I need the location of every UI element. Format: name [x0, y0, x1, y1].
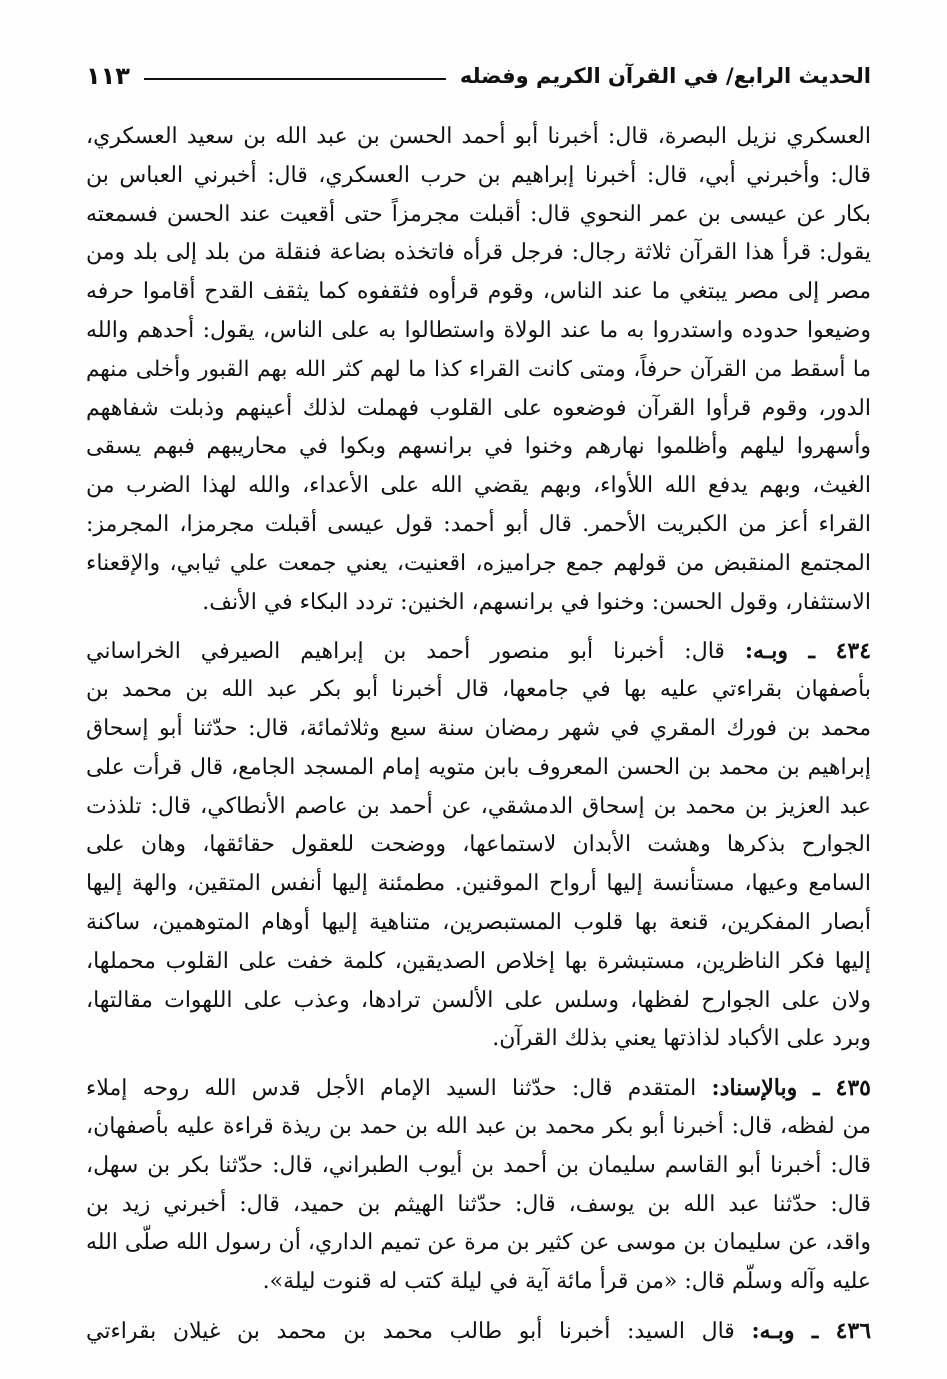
line-text: الدور، وقوم قرأوا القرآن فوضعوه على القلوب فهملت لذلك أعينهم وذبلت شفاههم	[86, 395, 871, 421]
text-line	[86, 1020, 871, 1059]
text-line	[86, 273, 871, 312]
hadith-number: ٤٣٤ ـ وبـه:	[744, 638, 871, 665]
text-line	[86, 788, 871, 827]
text-line	[86, 1069, 871, 1108]
line-text: أبصار المفكرين، قنعة بها قلوب المستبصرين، متناهية إليها أوهام المتوهمين، ساكنة	[86, 909, 871, 935]
text-line	[86, 1224, 871, 1263]
line-text: بأصفهان بقراءتي عليه بها في جامعها، قال أخبرنا أبو بكر عبد الله بن محمد بن	[86, 677, 871, 703]
text-line	[86, 982, 871, 1021]
line-text: واقد، عن سليمان بن موسى عن كثير بن مرة عن تميم الداري، أن رسول الله صلّى الله	[86, 1230, 871, 1256]
line-text: عبد العزيز بن محمد بن إسحاق الدمشقي، عن أحمد بن عاصم الأنطاكي، قال: تلذذت	[86, 793, 871, 819]
text-line	[86, 506, 871, 545]
text-line	[86, 671, 871, 710]
line-text: قال: أخبرنا أبو منصور أحمد بن إبراهيم الصيرفي الخراساني	[86, 639, 725, 665]
line-text: محمد بن فورك المقري في شهر رمضان سنة سبع وثلاثمائة، قال: حدّثنا أبو إسحاق	[86, 715, 871, 741]
page-number: ١١٣	[86, 62, 130, 90]
hadith-number: ٤٣٥ ـ وبالإسناد:	[711, 1075, 871, 1102]
text-line	[86, 157, 871, 196]
hadith-number: ٤٣٦ ـ وبـه:	[751, 1317, 871, 1344]
line-text: قال السيد: أخبرنا أبو طالب محمد بن محمد بن غيلان بقراءتي	[86, 1318, 735, 1344]
line-text: وبرد على الأكباد لذاذتها يعني بذلك القرآن.	[492, 1026, 871, 1052]
line-text: بكار عن عيسى بن عمر النحوي قال: أقبلت مجرمزاً حتى أقعيت عند الحسن فسمعته	[86, 201, 871, 227]
text-line	[86, 312, 871, 351]
line-text: قال: أخبرنا أبو القاسم سليمان بن أحمد بن أيوب الطبراني، قال: حدّثنا بكر بن سهل،	[86, 1152, 871, 1178]
text-line	[86, 1312, 871, 1351]
text-line	[86, 390, 871, 429]
line-text: إبراهيم بن محمد بن الحسن المعروف بابن متويه إمام المسجد الجامع، قال قرأت على	[86, 754, 871, 780]
page-header	[86, 56, 871, 96]
line-text: قال: حدّثنا عبد الله بن يوسف، قال: حدّثنا الهيثم بن حميد، قال: أخبرني زيد بن	[86, 1191, 871, 1217]
text-line	[86, 1186, 871, 1225]
line-text: ما أسقط من القرآن حرفاً، ومتى كانت القراء كذا ما لهم كثر الله بهم القبور وأخلى منهم	[86, 356, 871, 382]
line-text: الجوارح بذكرها وهشت الأبدان لاستماعها، ووضحت للعقول حقائقها، وهان على	[86, 832, 871, 858]
line-text: المجتمع المنقبض من قولهم جمع جراميزه، اقعنيت، يعني جمعت علي ثيابي، والإقعناء	[86, 550, 871, 576]
text-line	[86, 1263, 871, 1302]
line-text: من لفظه، قال: أخبرنا أبو بكر محمد بن عبد الله بن حمد بن ريذة قراءة عليه بأصفهان،	[86, 1113, 871, 1139]
line-text: الغيث، وبهم يدفع الله اللأواء، وبهم يقضي الله على الأعداء، والله لهذا الضرب من	[86, 473, 871, 499]
text-line	[86, 904, 871, 943]
text-line	[86, 710, 871, 749]
body-text	[86, 118, 871, 1351]
hadith-paragraph	[86, 632, 871, 1059]
line-text: وأسهروا ليلهم وأظلموا نهارهم وخنوا في برانسهم وبكوا في محاريبهم فبهم يسقى	[86, 434, 871, 460]
text-line	[86, 1108, 871, 1147]
text-line	[86, 749, 871, 788]
text-line	[86, 943, 871, 982]
text-line	[86, 865, 871, 904]
text-line	[86, 826, 871, 865]
line-text: يقول: قرأ هذا القرآن ثلاثة رجال: فرجل قرأه فاتخذه بضاعة فنقلة من بلد إلى بلد ومن	[86, 240, 871, 266]
text-line	[86, 1147, 871, 1186]
text-line	[86, 467, 871, 506]
line-text: المتقدم قال: حدّثنا السيد الإمام الأجل قدس الله روحه إملاء	[86, 1076, 697, 1102]
line-text: السامع وعيها، مستأنسة إليها أرواح الموقنين. مطمئنة إليها أنفس المتقين، والهة إليها	[86, 871, 871, 897]
hadith-paragraph	[86, 1312, 871, 1351]
text-line	[86, 196, 871, 235]
line-text: الاستثفار، وقول الحسن: وخنوا في برانسهم، الخنين: تردد البكاء في الأنف.	[202, 589, 871, 615]
line-text: العسكري نزيل البصرة، قال: أخبرنا أبو أحمد الحسن بن عبد الله بن سعيد العسكري،	[86, 124, 871, 149]
line-text: عليه وآله وسلّم قال: «من قرأ مائة آية في ليلة كتب له قنوت ليلة».	[262, 1269, 871, 1295]
hadith-paragraph	[86, 1069, 871, 1302]
line-text: ولان على الجوارح لفظها، وسلس على الألسن ترادها، وعذب على اللهوات مقالتها،	[86, 987, 871, 1013]
text-line	[86, 234, 871, 273]
text-line	[86, 632, 871, 671]
continued-paragraph	[86, 118, 871, 622]
text-line	[86, 545, 871, 584]
text-line	[86, 118, 871, 157]
line-text: قال: وأخبرني أبي، قال: أخبرنا إبراهيم بن حرب العسكري، قال: أخبرني العباس بن	[86, 162, 871, 188]
text-line	[86, 351, 871, 390]
text-line	[86, 428, 871, 467]
header-rule	[144, 78, 446, 80]
line-text: إليها فكر الناظرين، مستبشرة بها إخلاص الصديقين، كلمة خفت على القلوب محملها،	[86, 948, 871, 974]
line-text: وضيعوا حدوده واستدروا به ما عند الولاة واستطالوا به على الناس، يقول: أحدهم والله	[86, 317, 871, 343]
text-line	[86, 584, 871, 623]
line-text: القراء أعز من الكبريت الأحمر. قال أبو أحمد: قول عيسى أقبلت مجرمزا، المجرمز:	[86, 511, 871, 537]
line-text: مصر إلى مصر يبتغي ما عند الناس، وقوم قرأوه فثقفوه كما يثقف القدح أقاموا حرفه	[86, 279, 871, 305]
running-title: الحديث الرابع/ في القرآن الكريم وفضله	[459, 64, 871, 88]
